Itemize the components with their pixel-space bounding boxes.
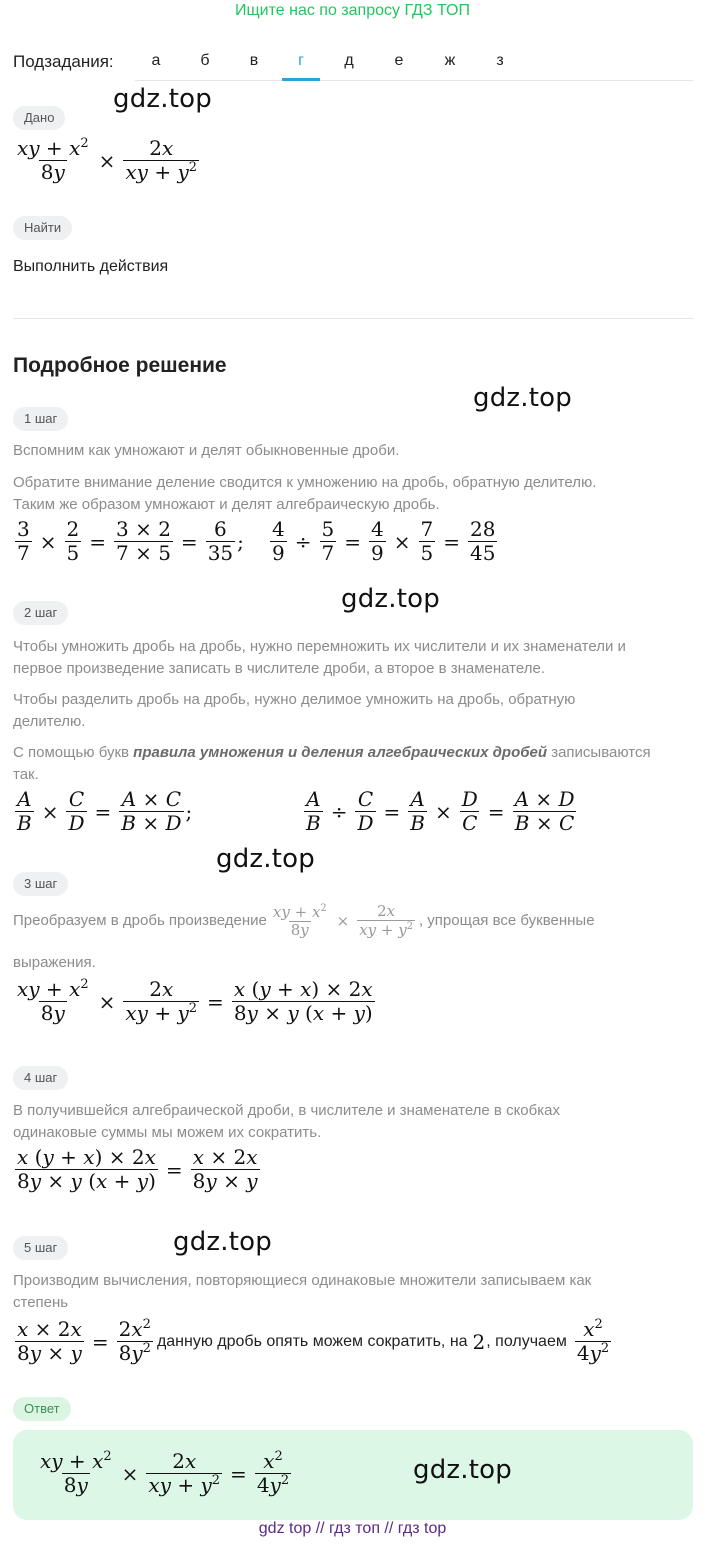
step-2-text: Чтобы умножить дробь на дробь, нужно перемножить их числители и их знаменатели и bbox=[13, 638, 626, 655]
step-1-text: Вспомним как умножают и делят обыкновенные дроби. bbox=[13, 442, 400, 459]
step-1-pill: 1 шаг bbox=[13, 407, 68, 431]
watermark: gdz.top bbox=[473, 383, 572, 413]
tab-d[interactable]: д bbox=[344, 52, 354, 69]
tab-b[interactable]: б bbox=[200, 52, 210, 69]
step-2-text: делителю. bbox=[13, 713, 86, 730]
step-4-text: одинаковые суммы мы можем их сократить. bbox=[13, 1124, 322, 1141]
watermark: gdz.top bbox=[341, 584, 440, 614]
step-3-text-before: Преобразуем в дробь произведение bbox=[13, 912, 267, 930]
step-1-formula-divide: $\frac{4}{9}$ ÷ $\frac{5}{7}$ = $\frac{4}{9}$ × $\frac{7}{5}$ = $\frac{28}{45}$ bbox=[272, 517, 496, 565]
answer-pill: Ответ bbox=[13, 1397, 71, 1421]
step-4-text: В получившейся алгебраической дроби, в числителе и знаменателе в скобках bbox=[13, 1102, 560, 1119]
tab-zh[interactable]: ж bbox=[444, 52, 456, 69]
step-2-formula-multiply: $\frac{A}{B}$ × $\frac{C}{D}$ = $\frac{A \times C}{B \times D}$ ; bbox=[17, 787, 193, 835]
step-4-pill: 4 шаг bbox=[13, 1066, 68, 1090]
given-pill: Дано bbox=[13, 106, 65, 130]
answer-formula: $\frac{xy + x^2}{8y}$ × $\frac{2x}{xy + y^2}$ = $\frac{x^2}{4y^2}$ bbox=[40, 1449, 290, 1497]
find-text: Выполнить действия bbox=[13, 258, 169, 275]
tab-v[interactable]: в bbox=[249, 52, 259, 69]
step-3-formula: $\frac{xy + x^2}{8y}$ × $\frac{2x}{xy + y^2}$ = $\frac{x (y + x) \times 2x}{8y \times y (x + y)}$ bbox=[17, 977, 373, 1025]
step-1-text: Обратите внимание деление сводится к умножению на дробь, обратную делителю. bbox=[13, 474, 597, 491]
step-2-text: первое произведение записать в числителе дроби, а второе в знаменателе. bbox=[13, 660, 545, 677]
solution-title: Подробное решение bbox=[13, 354, 227, 377]
tab-e[interactable]: е bbox=[394, 52, 404, 69]
tab-g[interactable]: г bbox=[298, 52, 304, 69]
step-3-text-end: выражения. bbox=[13, 954, 96, 971]
step-2-rule-end: так. bbox=[13, 766, 39, 783]
step-2-pill: 2 шаг bbox=[13, 601, 68, 625]
step-3-inline-formula: $\frac{xy + x^2}{8y}$ × $\frac{2x}{xy + y^2}$ bbox=[272, 902, 413, 940]
step-5-inline-text-2: , получаем bbox=[486, 1332, 567, 1350]
footer-links[interactable]: gdz top // гдз топ // гдз top bbox=[258, 1520, 447, 1537]
step-5-text: степень bbox=[13, 1294, 69, 1311]
step-2-text: Чтобы разделить дробь на дробь, нужно делимое умножить на дробь, обратную bbox=[13, 691, 576, 708]
step-5-inline-text: данную дробь опять можем сократить, на bbox=[156, 1332, 468, 1350]
step-3-text bbox=[13, 903, 595, 939]
watermark: gdz.top bbox=[413, 1455, 512, 1485]
tab-z[interactable]: з bbox=[496, 52, 504, 69]
active-tab-indicator bbox=[282, 78, 320, 81]
tab-a[interactable]: а bbox=[151, 52, 161, 69]
tabs-divider bbox=[135, 80, 693, 81]
watermark: gdz.top bbox=[216, 844, 315, 874]
step-5-pill: 5 шаг bbox=[13, 1236, 68, 1260]
step-4-formula: $\frac{x (y + x) \times 2x}{8y \times y (x + y)}$ = $\frac{x \times 2x}{8y \times y}$ bbox=[17, 1145, 258, 1193]
watermark: gdz.top bbox=[113, 84, 212, 114]
rule-prefix: С помощью букв bbox=[13, 744, 134, 761]
find-pill: Найти bbox=[13, 216, 72, 240]
step-2-formula-divide: $\frac{A}{B}$ ÷ $\frac{C}{D}$ = $\frac{A}{B}$ × $\frac{D}{C}$ = $\frac{A \times D}{B \times C}$ bbox=[306, 787, 575, 835]
step-1-text: Таким же образом умножают и делят алгебраическую дробь. bbox=[13, 496, 440, 513]
given-expression: $\frac{xy + x^2}{8y}$ × $\frac{2x}{xy + y^2}$ bbox=[17, 136, 198, 184]
step-3-text-after: , упрощая все буквенные bbox=[418, 912, 595, 930]
step-1-formula-multiply: $\frac{3}{7}$ × $\frac{2}{5}$ = $\frac{3 \times 2}{7 \times 5}$ = $\frac{6}{35}$ ; bbox=[17, 517, 244, 565]
step-2-rule-text bbox=[13, 742, 651, 764]
search-banner: Ищите нас по запросу ГДЗ ТОП bbox=[235, 2, 470, 19]
step-5-text: Производим вычисления, повторяющиеся одинаковые множители записываем как bbox=[13, 1272, 592, 1289]
subtasks-label: Подзадания: bbox=[13, 52, 114, 71]
step-5-formula: $\frac{x \times 2x}{8y \times y}$ = $\frac{2x^2}{8y^2}$ данную дробь опять можем сократить, на 2 , получаем $\frac{x^2}{4y^2}$ bbox=[17, 1317, 610, 1365]
watermark: gdz.top bbox=[173, 1227, 272, 1257]
rule-bold: правила умножения и деления алгебраических дробей bbox=[133, 744, 548, 761]
step-5-inline-number: 2 bbox=[472, 1329, 486, 1354]
rule-suffix: записываются bbox=[547, 744, 651, 761]
step-3-pill: 3 шаг bbox=[13, 872, 68, 896]
section-divider bbox=[13, 318, 693, 319]
